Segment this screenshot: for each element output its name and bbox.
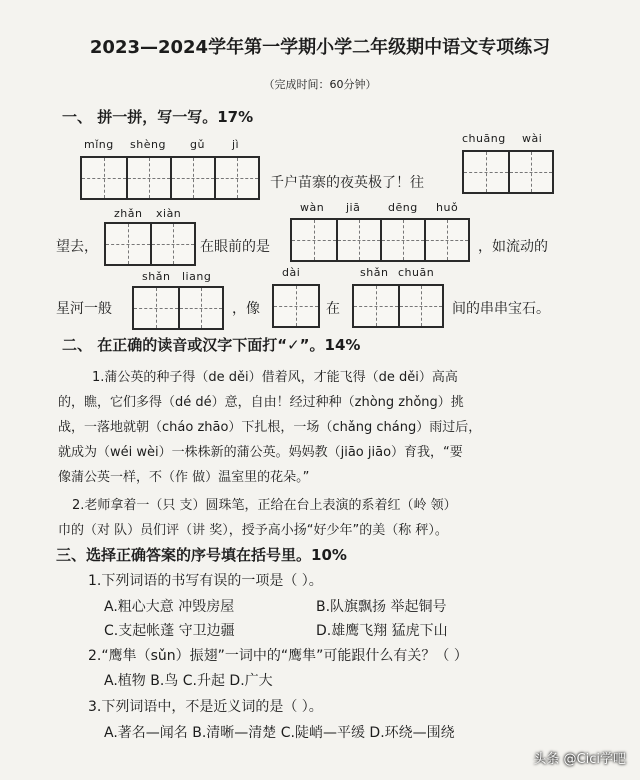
writing-grid[interactable] [272, 284, 320, 328]
grid-cell[interactable] [134, 288, 178, 328]
grid-cell[interactable] [354, 286, 398, 326]
page-title: 2023—2024学年第一学期小学二年级期中语文专项练习 [89, 37, 551, 58]
option: C.支起帐蓬 守卫边疆 [104, 623, 235, 639]
grid-cell[interactable] [336, 220, 380, 260]
pinyin: shèng [130, 138, 166, 151]
option: D.雄鹰飞翔 猛虎下山 [316, 623, 448, 639]
writing-grid[interactable] [462, 150, 554, 194]
pinyin: jì [232, 138, 240, 151]
grid-cell[interactable] [464, 152, 508, 192]
grid-cell[interactable] [126, 158, 170, 198]
pinyin: chuāng [462, 132, 506, 145]
question-1: 1.下列词语的书写有误的一项是（ ）。 [88, 573, 323, 589]
writing-grid[interactable] [132, 286, 224, 330]
grid-cell[interactable] [82, 158, 126, 198]
grid-cell[interactable] [170, 158, 214, 198]
pinyin: shǎn [142, 270, 171, 283]
grid-cell[interactable] [398, 286, 442, 326]
grid-cell[interactable] [380, 220, 424, 260]
grid-cell[interactable] [150, 224, 194, 264]
passage-text: 在眼前的是 [200, 239, 270, 255]
writing-grid[interactable] [352, 284, 444, 328]
grid-cell[interactable] [424, 220, 468, 260]
section-2-heading: 二、 在正确的读音或汉字下面打“✓”。14% [62, 336, 361, 354]
question-line: 巾的（对 队）员们评（讲 奖），授予高小扬“好少年”的美（称 秤）。 [58, 523, 448, 538]
question-2: 2.“鹰隼（sǔn）振翅”一词中的“鹰隼”可能跟什么有关？（ ） [88, 648, 468, 664]
question-line: 2.老师拿着一（只 支）圆珠笔，正给在台上表演的系着红（岭 领） [72, 498, 457, 513]
passage-text: 星河一般 [56, 301, 112, 317]
section-1-heading: 一、 拼一拼，写一写。17% [62, 108, 254, 126]
option-row: A.著名—闻名 B.清晰—清楚 C.陡峭—平缓 D.环绕—围绕 [104, 725, 455, 741]
option-row: A.植物 B.鸟 C.升起 D.广大 [104, 673, 273, 689]
pinyin: xiàn [156, 207, 182, 220]
pinyin: dài [282, 266, 301, 279]
pinyin: huǒ [436, 201, 459, 214]
option: A.粗心大意 冲毁房屋 [104, 599, 235, 615]
pinyin: gǔ [190, 138, 205, 151]
section-3-heading: 三、选择正确答案的序号填在括号里。10% [56, 546, 347, 564]
pinyin: liang [182, 270, 212, 283]
writing-grid[interactable] [80, 156, 260, 200]
passage-text: 千户苗寨的夜英极了！往 [270, 175, 424, 191]
question-3: 3.下列词语中，不是近义词的是（ ）。 [88, 699, 323, 715]
pinyin: wài [522, 132, 543, 145]
grid-cell[interactable] [292, 220, 336, 260]
grid-cell[interactable] [274, 286, 318, 326]
grid-cell[interactable] [214, 158, 258, 198]
time-note: （完成时间：60分钟） [263, 78, 377, 91]
watermark: 头条 @Cici学吧 [533, 752, 626, 767]
writing-grid[interactable] [104, 222, 196, 266]
pinyin: jiā [346, 201, 361, 214]
question-line: 像蒲公英一样，不（作 做）温室里的花朵。” [58, 470, 310, 485]
pinyin: wàn [300, 201, 325, 214]
grid-cell[interactable] [508, 152, 552, 192]
option: B.队旗飘扬 举起铜号 [316, 599, 447, 615]
question-line: 战，一落地就朝（cháo zhāo）下扎根，一场（chǎng cháng）雨过后， [58, 420, 482, 435]
question-line: 的，瞧，它们多得（dé dé）意，自由！经过种种（zhòng zhǒng）挑 [58, 395, 464, 410]
passage-text: 在 [326, 301, 340, 317]
writing-grid[interactable] [290, 218, 470, 262]
pinyin: dēng [388, 201, 418, 214]
pinyin: zhǎn [114, 207, 143, 220]
pinyin: mǐng [84, 138, 114, 151]
pinyin: shǎn [360, 266, 389, 279]
grid-cell[interactable] [178, 288, 222, 328]
passage-text: ，如流动的 [478, 239, 548, 255]
grid-cell[interactable] [106, 224, 150, 264]
question-line: 就成为（wéi wèi）一株株新的蒲公英。妈妈教（jiāo jiāo）育我，“要 [58, 445, 463, 460]
passage-text: 间的串串宝石。 [452, 301, 550, 317]
passage-text: ，像 [232, 301, 260, 317]
question-line: 1.蒲公英的种子得（de děi）借着风，才能飞得（de děi）高高 [92, 370, 458, 385]
pinyin: chuān [398, 266, 435, 279]
passage-text: 望去， [56, 239, 98, 255]
